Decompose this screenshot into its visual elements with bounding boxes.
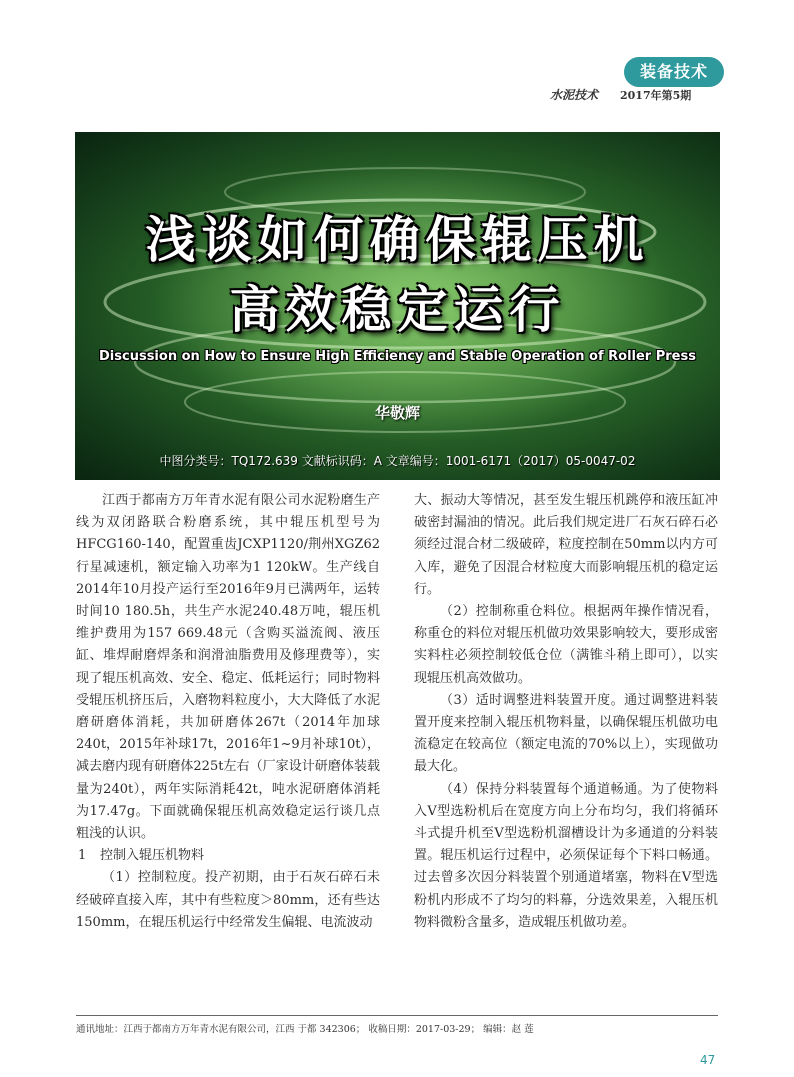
- body-paragraph: （3）适时调整进料装置开度。通过调整进料装置开度来控制入辊压机物料量，以确保辊压机做功电流稳定在较高位（额定电流的70%以上），实现做功最大化。: [414, 692, 718, 775]
- author: 华敬辉: [374, 404, 420, 422]
- english-title: Discussion on How to Ensure High Efficiency and Stable Operation of Roller Press: [99, 349, 696, 364]
- body-paragraph: 大、振动大等情况，甚至发生辊压机跳停和液压缸冲破密封漏油的情况。此后我们规定进厂石灰石碎石必须经过混合材二级破碎，粒度控制在50mm以内方可入库，避免了因混合材粒度大而影响辊压机的稳定运行。: [414, 493, 718, 597]
- section-heading: [76, 845, 380, 867]
- right-column: [414, 490, 718, 934]
- body-paragraph: （4）保持分料装置每个通道畅通。为了使物料入V型选粉机后在宽度方向上分布均匀，我们将循环斗式提升机至V型选粉机溜槽设计为多通道的分料装置。辊压机运行过程中，必须保证每个下料口畅通。过去曾多次因分料装置个别通道堵塞，物料在V型选粉机内形成不了均匀的料幕，分选效果差，入辊压机物料微粉含量多，造成辊压机做功差。: [414, 781, 718, 930]
- section-badge: 装备技术: [624, 57, 724, 87]
- page-number: 47: [700, 1053, 716, 1067]
- title-banner: [75, 132, 720, 480]
- journal-name: 水泥技术: [550, 88, 599, 102]
- issue-label: 2017年第5期: [620, 89, 692, 102]
- body-paragraph: （2）控制称重仓料位。根据两年操作情况看，称重仓的料位对辊压机做功效果影响较大，要形成密实料柱必须控制较低仓位（满锥斗稍上即可），以实现辊压机高效做功。: [414, 604, 718, 686]
- article-title-line1: 浅谈如何确保辊压机: [145, 211, 650, 269]
- body-paragraph: 江西于都南方万年青水泥有限公司水泥粉磨生产线为双闭路联合粉磨系统，其中辊压机型号为HFCG160-140，配置重齿JCXP1120/荆州XGZ62行星减速机，额定输入功率为1 120kW。生产线自2014年10月投产运行至2016年9月已满两年，运转时间10 180.5h，共生产水泥240.48万吨，辊压机维护费用为157 669.48元（含购买溢流阀、液压缸、堆焊耐磨焊条和润滑油脂费用及修理费等），实现了辊压机高效、安全、稳定、低耗运行；同时物料受辊压机挤压后，入磨物料粒度小，大大降低了水泥磨研磨体消耗，共加研磨体267t（2014年加球240t，2015年补球17t，2016年1~9月补球10t），减去磨内现有研磨体225t左右（厂家设计研磨体装载量为240t），两年实际消耗42t，吨水泥研磨体消耗为17.47g。下面就确保辊压机高效稳定运行谈几点粗浅的认识。: [76, 493, 380, 842]
- left-column: [76, 490, 380, 934]
- article-title-line2: 高效稳定运行: [229, 281, 566, 339]
- footer-note: 通讯地址：江西于都南方万年青水泥有限公司，江西 于都 342306； 收稿日期：2017-03-29； 编辑：赵 莲: [76, 1024, 534, 1035]
- section-title: 控制入辊压机物料: [100, 848, 205, 864]
- body-paragraph: （1）控制粒度。投产初期，由于石灰石碎石未经破碎直接入库，其中有些粒度＞80mm，还有些达150mm，在辊压机运行中经常发生偏辊、电流波动: [76, 870, 380, 930]
- section-number: 1: [78, 848, 87, 864]
- footer-divider: [76, 1015, 718, 1016]
- classification-line: 中图分类号：TQ172.639 文献标识码：A 文章编号：1001-6171（2017）05-0047-02: [159, 454, 636, 468]
